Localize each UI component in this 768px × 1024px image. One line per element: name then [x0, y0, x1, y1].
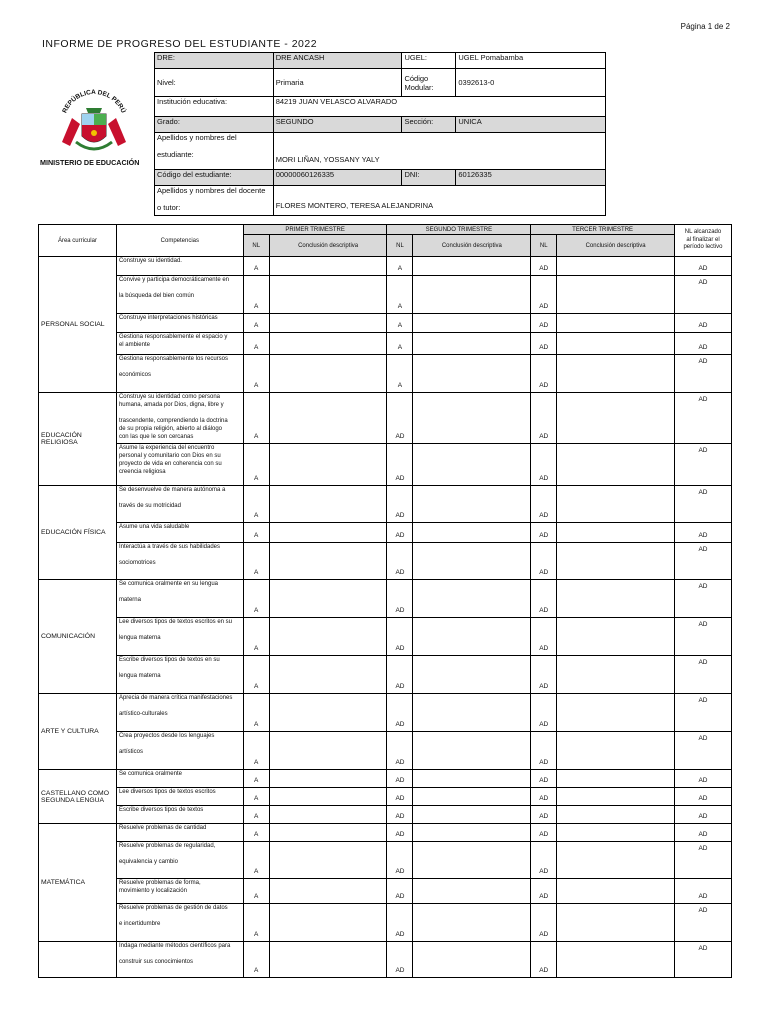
- ugel-value: UGEL Pomabamba: [456, 53, 606, 69]
- t1-nl-value: A: [243, 904, 269, 942]
- svg-text:REPÚBLICA DEL PERÚ: REPÚBLICA DEL PERÚ: [61, 88, 127, 115]
- t3-conclusion: [557, 580, 675, 618]
- codmod-value: 0392613-0: [456, 69, 606, 97]
- area-name: COMUNICACIÓN: [39, 580, 117, 694]
- t2-nl-value: AD: [387, 842, 413, 879]
- t3-conclusion: [557, 257, 675, 276]
- t3-conclusion: [557, 788, 675, 806]
- competencia: Gestiona responsablemente el espacio y el ambiente: [116, 333, 243, 355]
- final-nl-value: AD: [674, 543, 731, 580]
- t1-nl-value: A: [243, 523, 269, 543]
- final-nl-value: AD: [674, 806, 731, 824]
- t1-conclusion: [269, 788, 387, 806]
- t2-nl-value: AD: [387, 694, 413, 732]
- t3-conclusion: [557, 314, 675, 333]
- competencia: Resuelve problemas de forma, movimiento y localización: [116, 879, 243, 904]
- docente-label: Apellidos y nombres del docente o tutor:: [155, 186, 274, 216]
- t2-conclusion: [413, 543, 531, 580]
- t3-nl-value: AD: [531, 770, 557, 788]
- final-nl-value: AD: [674, 942, 731, 978]
- competencia: Gestiona responsablemente los recursos económicos: [116, 355, 243, 393]
- t2-conclusion: [413, 770, 531, 788]
- t1-conclusion: [269, 486, 387, 523]
- table-row: [39, 824, 732, 842]
- dni-label: DNI:: [402, 170, 456, 186]
- t1-nl-value: A: [243, 788, 269, 806]
- t1-conclusion: [269, 523, 387, 543]
- t3-conclusion: [557, 806, 675, 824]
- t2-nl-value: A: [387, 276, 413, 314]
- t2-conclusion: [413, 824, 531, 842]
- final-nl-value: AD: [674, 904, 731, 942]
- t1-nl-value: A: [243, 355, 269, 393]
- table-row: [39, 393, 732, 444]
- t2-conclusion: [413, 580, 531, 618]
- nivel-label: Nivel:: [155, 69, 274, 97]
- t2-conclusion: [413, 355, 531, 393]
- area-name: PERSONAL SOCIAL: [39, 257, 117, 393]
- table-row: [39, 618, 732, 656]
- t3-nl-value: AD: [531, 257, 557, 276]
- final-nl-value: AD: [674, 788, 731, 806]
- final-nl-value: AD: [674, 824, 731, 842]
- col-competencias-header: Competencias: [116, 225, 243, 257]
- final-nl-value: AD: [674, 444, 731, 486]
- t2-nl-value: AD: [387, 580, 413, 618]
- t2-nl-value: AD: [387, 824, 413, 842]
- t2-conclusion: [413, 444, 531, 486]
- area-name: EDUCACIÓN RELIGIOSA: [39, 393, 117, 486]
- competencia: Lee diversos tipos de textos escritos: [116, 788, 243, 806]
- col-t1-nl: NL: [243, 235, 269, 257]
- t3-conclusion: [557, 732, 675, 770]
- competencia: Resuelve problemas de regularidad, equivalencia y cambio: [116, 842, 243, 879]
- t1-nl-value: A: [243, 942, 269, 978]
- t3-conclusion: [557, 355, 675, 393]
- t2-nl-value: AD: [387, 788, 413, 806]
- t1-conclusion: [269, 942, 387, 978]
- t2-nl-value: AD: [387, 656, 413, 694]
- t2-conclusion: [413, 879, 531, 904]
- t1-nl-value: A: [243, 618, 269, 656]
- table-row: [39, 806, 732, 824]
- t1-nl-value: A: [243, 580, 269, 618]
- ministry-label: MINISTERIO DE EDUCACIÓN: [40, 158, 140, 167]
- table-row: [39, 523, 732, 543]
- competencia: Construye interpretaciones históricas: [116, 314, 243, 333]
- t2-nl-value: AD: [387, 523, 413, 543]
- t3-conclusion: [557, 942, 675, 978]
- final-nl-value: AD: [674, 276, 731, 314]
- seccion-label: Sección:: [402, 117, 456, 133]
- t1-nl-value: A: [243, 770, 269, 788]
- t1-conclusion: [269, 732, 387, 770]
- table-row: [39, 879, 732, 904]
- competencia: Resuelve problemas de cantidad: [116, 824, 243, 842]
- page-number: Página 1 de 2: [680, 22, 730, 31]
- t1-conclusion: [269, 770, 387, 788]
- t2-nl-value: AD: [387, 543, 413, 580]
- final-nl-value: AD: [674, 355, 731, 393]
- final-nl-value: AD: [674, 257, 731, 276]
- t1-conclusion: [269, 257, 387, 276]
- final-nl-value: AD: [674, 879, 731, 904]
- nivel-value: Primaria: [273, 69, 402, 97]
- area-name: EDUCACIÓN FÍSICA: [39, 486, 117, 580]
- final-nl-value: AD: [674, 618, 731, 656]
- col-area-header: Área curricular: [39, 225, 117, 257]
- t3-conclusion: [557, 904, 675, 942]
- t2-nl-value: AD: [387, 770, 413, 788]
- table-row: [39, 842, 732, 879]
- t2-nl-value: AD: [387, 486, 413, 523]
- t3-nl-value: AD: [531, 694, 557, 732]
- t2-conclusion: [413, 276, 531, 314]
- t1-conclusion: [269, 879, 387, 904]
- final-nl-value: AD: [674, 770, 731, 788]
- competencia: Escribe diversos tipos de textos en su lengua materna: [116, 656, 243, 694]
- final-nl-value: AD: [674, 656, 731, 694]
- t2-conclusion: [413, 333, 531, 355]
- t3-conclusion: [557, 523, 675, 543]
- t1-nl-value: A: [243, 732, 269, 770]
- t3-nl-value: AD: [531, 276, 557, 314]
- table-row: [39, 314, 732, 333]
- peru-coat-of-arms: [40, 84, 148, 158]
- final-nl-value: AD: [674, 486, 731, 523]
- codest-value: 00000060126335: [273, 170, 402, 186]
- col-final-header: NL alcanzado al finalizar el período lectivo: [674, 225, 731, 257]
- final-nl-value: AD: [674, 523, 731, 543]
- t3-conclusion: [557, 879, 675, 904]
- final-nl-value: AD: [674, 580, 731, 618]
- codest-label: Código del estudiante:: [155, 170, 274, 186]
- col-t1-conclusion: Conclusión descriptiva: [269, 235, 387, 257]
- table-row: [39, 904, 732, 942]
- t1-conclusion: [269, 355, 387, 393]
- competencia: Indaga mediante métodos científicos para construir sus conocimientos: [116, 942, 243, 978]
- t2-nl-value: A: [387, 355, 413, 393]
- table-row: [39, 543, 732, 580]
- t2-conclusion: [413, 523, 531, 543]
- competencia: Interactúa a través de sus habilidades sociomotrices: [116, 543, 243, 580]
- table-row: [39, 355, 732, 393]
- final-nl-value: AD: [674, 393, 731, 444]
- t1-conclusion: [269, 694, 387, 732]
- area-name: MATEMÁTICA: [39, 824, 117, 942]
- t3-conclusion: [557, 393, 675, 444]
- t3-nl-value: AD: [531, 788, 557, 806]
- competencia: Lee diversos tipos de textos escritos en su lengua materna: [116, 618, 243, 656]
- t2-conclusion: [413, 694, 531, 732]
- table-row: [39, 276, 732, 314]
- t2-conclusion: [413, 842, 531, 879]
- grado-label: Grado:: [155, 117, 274, 133]
- competencia: Construye su identidad.: [116, 257, 243, 276]
- t3-conclusion: [557, 333, 675, 355]
- t2-nl-value: AD: [387, 942, 413, 978]
- t3-conclusion: [557, 694, 675, 732]
- ie-label: Institución educativa:: [155, 97, 274, 117]
- t1-nl-value: A: [243, 543, 269, 580]
- t1-nl-value: A: [243, 257, 269, 276]
- competencia: Asume la experiencia del encuentro personal y comunitario con Dios en su proyecto de vida en coherencia con su creencia religiosa: [116, 444, 243, 486]
- t1-nl-value: A: [243, 393, 269, 444]
- t3-nl-value: AD: [531, 486, 557, 523]
- t1-nl-value: A: [243, 879, 269, 904]
- seccion-value: UNICA: [456, 117, 606, 133]
- final-nl-value: AD: [674, 694, 731, 732]
- grades-table: [38, 224, 732, 978]
- t1-conclusion: [269, 618, 387, 656]
- t3-nl-value: AD: [531, 824, 557, 842]
- t1-nl-value: A: [243, 444, 269, 486]
- competencia: Construye su identidad como persona humana, amada por Dios, digna, libre y trascendente, comprendiendo la doctrina de su propia religión, abierto al diálogo con las que le son cercanas: [116, 393, 243, 444]
- t3-conclusion: [557, 656, 675, 694]
- table-row: [39, 694, 732, 732]
- table-row: [39, 732, 732, 770]
- table-row: [39, 580, 732, 618]
- t3-conclusion: [557, 276, 675, 314]
- col-t1-header: PRIMER TRIMESTRE: [243, 225, 387, 235]
- competencia: Escribe diversos tipos de textos: [116, 806, 243, 824]
- t2-nl-value: AD: [387, 879, 413, 904]
- t3-conclusion: [557, 824, 675, 842]
- t3-nl-value: AD: [531, 806, 557, 824]
- t2-nl-value: AD: [387, 806, 413, 824]
- final-nl-value: AD: [674, 333, 731, 355]
- report-title: INFORME DE PROGRESO DEL ESTUDIANTE - 2022: [42, 38, 318, 50]
- table-row: [39, 788, 732, 806]
- col-t3-nl: NL: [531, 235, 557, 257]
- t3-nl-value: AD: [531, 543, 557, 580]
- t3-nl-value: AD: [531, 904, 557, 942]
- t2-nl-value: A: [387, 314, 413, 333]
- t3-nl-value: AD: [531, 656, 557, 694]
- competencia: Se comunica oralmente en su lengua materna: [116, 580, 243, 618]
- t3-conclusion: [557, 842, 675, 879]
- t1-conclusion: [269, 543, 387, 580]
- t3-conclusion: [557, 486, 675, 523]
- t1-conclusion: [269, 580, 387, 618]
- t1-nl-value: A: [243, 276, 269, 314]
- t3-conclusion: [557, 770, 675, 788]
- t2-conclusion: [413, 618, 531, 656]
- competencia: Asume una vida saludable: [116, 523, 243, 543]
- area-name: [39, 942, 117, 978]
- t2-conclusion: [413, 393, 531, 444]
- t2-conclusion: [413, 942, 531, 978]
- t3-nl-value: AD: [531, 333, 557, 355]
- final-nl-value: AD: [674, 314, 731, 333]
- t2-conclusion: [413, 314, 531, 333]
- t3-conclusion: [557, 618, 675, 656]
- t1-nl-value: A: [243, 806, 269, 824]
- dre-label: DRE:: [155, 53, 274, 69]
- competencia: Aprecia de manera crítica manifestaciones artístico-culturales: [116, 694, 243, 732]
- t1-conclusion: [269, 276, 387, 314]
- t1-conclusion: [269, 806, 387, 824]
- t1-conclusion: [269, 904, 387, 942]
- table-row: [39, 257, 732, 276]
- t1-conclusion: [269, 333, 387, 355]
- codmod-label: Código Modular:: [402, 69, 456, 97]
- t2-conclusion: [413, 904, 531, 942]
- t2-nl-value: AD: [387, 732, 413, 770]
- competencia: Resuelve problemas de gestión de datos e incertidumbre: [116, 904, 243, 942]
- area-name: ARTE Y CULTURA: [39, 694, 117, 770]
- t1-nl-value: A: [243, 694, 269, 732]
- col-t2-header: SEGUNDO TRIMESTRE: [387, 225, 531, 235]
- t3-nl-value: AD: [531, 732, 557, 770]
- col-t2-nl: NL: [387, 235, 413, 257]
- student-info-table: [154, 52, 606, 216]
- final-nl-value: AD: [674, 732, 731, 770]
- ie-value: 84219 JUAN VELASCO ALVARADO: [273, 97, 605, 117]
- t3-nl-value: AD: [531, 393, 557, 444]
- t3-nl-value: AD: [531, 618, 557, 656]
- t3-nl-value: AD: [531, 355, 557, 393]
- competencia: Se desenvuelve de manera autónoma a través de su motricidad: [116, 486, 243, 523]
- t1-conclusion: [269, 444, 387, 486]
- t3-nl-value: AD: [531, 580, 557, 618]
- table-row: [39, 942, 732, 978]
- t1-nl-value: A: [243, 656, 269, 694]
- t3-conclusion: [557, 444, 675, 486]
- t2-nl-value: AD: [387, 904, 413, 942]
- t2-nl-value: AD: [387, 444, 413, 486]
- dni-value: 60126335: [456, 170, 606, 186]
- docente-value: FLORES MONTERO, TERESA ALEJANDRINA: [273, 186, 605, 216]
- table-row: [39, 770, 732, 788]
- competencia: Crea proyectos desde los lenguajes artísticos: [116, 732, 243, 770]
- competencia: Convive y participa democráticamente en la búsqueda del bien común: [116, 276, 243, 314]
- table-row: [39, 656, 732, 694]
- final-nl-value: AD: [674, 842, 731, 879]
- t2-conclusion: [413, 656, 531, 694]
- col-t2-conclusion: Conclusión descriptiva: [413, 235, 531, 257]
- t2-conclusion: [413, 257, 531, 276]
- col-t3-conclusion: Conclusión descriptiva: [557, 235, 675, 257]
- t1-conclusion: [269, 842, 387, 879]
- dre-value: DRE ANCASH: [273, 53, 402, 69]
- table-row: [39, 333, 732, 355]
- t1-conclusion: [269, 656, 387, 694]
- estudiante-value: MORI LIÑAN, YOSSANY YALY: [273, 133, 605, 170]
- estudiante-label: Apellidos y nombres del estudiante:: [155, 133, 274, 170]
- col-t3-header: TERCER TRIMESTRE: [531, 225, 675, 235]
- grado-value: SEGUNDO: [273, 117, 402, 133]
- table-row: [39, 444, 732, 486]
- area-name: CASTELLANO COMO SEGUNDA LENGUA: [39, 770, 117, 824]
- t1-conclusion: [269, 393, 387, 444]
- t2-conclusion: [413, 732, 531, 770]
- t2-conclusion: [413, 788, 531, 806]
- t1-nl-value: A: [243, 486, 269, 523]
- t1-conclusion: [269, 824, 387, 842]
- t2-nl-value: A: [387, 257, 413, 276]
- t2-nl-value: AD: [387, 393, 413, 444]
- t3-nl-value: AD: [531, 444, 557, 486]
- t1-nl-value: A: [243, 842, 269, 879]
- t3-nl-value: AD: [531, 842, 557, 879]
- t1-conclusion: [269, 314, 387, 333]
- t3-nl-value: AD: [531, 942, 557, 978]
- t1-nl-value: A: [243, 333, 269, 355]
- t2-nl-value: A: [387, 333, 413, 355]
- t3-nl-value: AD: [531, 879, 557, 904]
- ugel-label: UGEL:: [402, 53, 456, 69]
- t3-conclusion: [557, 543, 675, 580]
- t3-nl-value: AD: [531, 523, 557, 543]
- t1-nl-value: A: [243, 314, 269, 333]
- table-row: [39, 486, 732, 523]
- t2-conclusion: [413, 486, 531, 523]
- competencia: Se comunica oralmente: [116, 770, 243, 788]
- t2-nl-value: AD: [387, 618, 413, 656]
- t1-nl-value: A: [243, 824, 269, 842]
- t3-nl-value: AD: [531, 314, 557, 333]
- t2-conclusion: [413, 806, 531, 824]
